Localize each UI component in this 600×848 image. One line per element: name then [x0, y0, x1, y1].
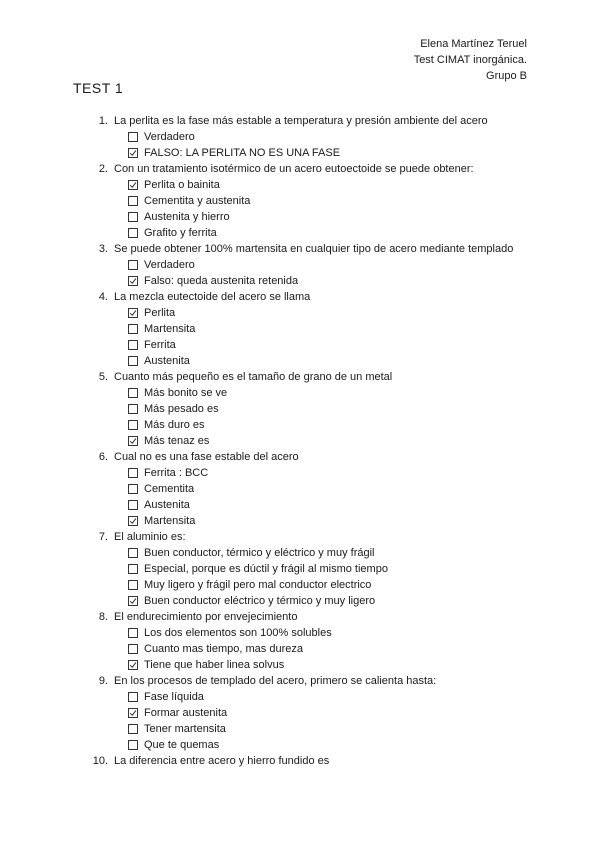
option-label: Austenita y hierro — [144, 211, 230, 223]
checked-checkbox-icon[interactable] — [128, 180, 138, 190]
option-list — [90, 257, 540, 289]
checkbox-icon[interactable] — [128, 548, 138, 558]
option-list — [90, 129, 540, 161]
option-label: Falso: queda austenita retenida — [144, 275, 299, 287]
option-label: Cuanto mas tiempo, mas dureza — [144, 643, 303, 655]
checkbox-icon[interactable] — [128, 340, 138, 350]
checkbox-icon[interactable] — [128, 628, 138, 638]
option-label: Más bonito se ve — [144, 387, 228, 399]
question-line — [90, 449, 540, 465]
question-text: La mezcla eutectoide del acero se llama — [114, 291, 311, 303]
question-number: 3. — [98, 243, 108, 255]
question-number: 10. — [92, 755, 108, 767]
answer-option[interactable] — [128, 593, 540, 609]
option-label: FALSO: LA PERLITA NO ES UNA FASE — [144, 147, 341, 159]
answer-option[interactable] — [128, 513, 540, 529]
option-label: Tiene que haber linea solvus — [144, 659, 285, 671]
option-label: Cementita y austenita — [144, 195, 251, 207]
course-name: Test CIMAT inorgánica. — [413, 54, 527, 66]
answer-option[interactable] — [128, 209, 540, 225]
question-number: 9. — [98, 675, 108, 687]
option-label: Austenita — [144, 355, 190, 367]
question-text: Cuanto más pequeño es el tamaño de grano de un metal — [114, 371, 393, 383]
question-item — [90, 753, 540, 769]
question-item — [90, 369, 540, 449]
checkbox-icon[interactable] — [128, 724, 138, 734]
checkbox-icon[interactable] — [128, 580, 138, 590]
question-line — [90, 161, 540, 177]
answer-option[interactable] — [128, 433, 540, 449]
answer-option[interactable] — [128, 641, 540, 657]
option-list — [90, 545, 540, 609]
answer-option[interactable] — [128, 737, 540, 753]
checkbox-icon[interactable] — [128, 324, 138, 334]
checkbox-icon[interactable] — [128, 644, 138, 654]
option-label: Austenita — [144, 499, 190, 511]
question-line — [90, 289, 540, 305]
option-label: Los dos elementos son 100% solubles — [144, 627, 332, 639]
checkbox-icon[interactable] — [128, 260, 138, 270]
question-number: 2. — [98, 163, 108, 175]
question-item — [90, 529, 540, 609]
option-label: Formar austenita — [144, 707, 228, 719]
answer-option[interactable] — [128, 401, 540, 417]
question-text: En los procesos de templado del acero, primero se calienta hasta: — [114, 675, 437, 687]
checked-checkbox-icon[interactable] — [128, 148, 138, 158]
option-label: Buen conductor, térmico y eléctrico y muy frágil — [144, 547, 375, 559]
checkbox-icon[interactable] — [128, 484, 138, 494]
option-label: Especial, porque es dúctil y frágil al mismo tiempo — [144, 563, 388, 575]
question-line — [90, 369, 540, 385]
checked-checkbox-icon[interactable] — [128, 276, 138, 286]
answer-option[interactable] — [128, 577, 540, 593]
option-list — [90, 177, 540, 241]
question-line — [90, 113, 540, 129]
document-header — [414, 36, 527, 84]
question-text: Cual no es una fase estable del acero — [114, 451, 299, 463]
answer-option[interactable] — [128, 705, 540, 721]
answer-option[interactable] — [128, 481, 540, 497]
answer-option[interactable] — [128, 129, 540, 145]
option-list — [90, 305, 540, 369]
answer-option[interactable] — [128, 193, 540, 209]
checkbox-icon[interactable] — [128, 196, 138, 206]
checkbox-icon[interactable] — [128, 564, 138, 574]
option-label: Más duro es — [144, 419, 205, 431]
question-line — [90, 241, 540, 257]
checkbox-icon[interactable] — [128, 356, 138, 366]
option-list — [90, 689, 540, 753]
answer-option[interactable] — [128, 353, 540, 369]
option-label: Verdadero — [144, 131, 195, 143]
option-label: Martensita — [144, 515, 196, 527]
option-label: Martensita — [144, 323, 196, 335]
question-text: La perlita es la fase más estable a temperatura y presión ambiente del acero — [114, 115, 488, 127]
group-name: Grupo B — [486, 70, 527, 82]
option-list — [90, 625, 540, 673]
question-number: 4. — [98, 291, 108, 303]
answer-option[interactable] — [128, 225, 540, 241]
checkbox-icon[interactable] — [128, 500, 138, 510]
question-line — [90, 529, 540, 545]
question-text: La diferencia entre acero y hierro fundido es — [114, 755, 330, 767]
answer-option[interactable] — [128, 689, 540, 705]
option-label: Ferrita : BCC — [144, 467, 209, 479]
answer-option[interactable] — [128, 721, 540, 737]
option-label: Muy ligero y frágil pero mal conductor electrico — [144, 579, 372, 591]
checkbox-icon[interactable] — [128, 468, 138, 478]
answer-option[interactable] — [128, 657, 540, 673]
option-label: Buen conductor eléctrico y térmico y muy ligero — [144, 595, 376, 607]
option-label: Más tenaz es — [144, 435, 210, 447]
answer-option[interactable] — [128, 337, 540, 353]
option-label: Que te quemas — [144, 739, 220, 751]
answer-option[interactable] — [128, 561, 540, 577]
checkbox-icon[interactable] — [128, 740, 138, 750]
option-list — [90, 465, 540, 529]
checked-checkbox-icon[interactable] — [128, 516, 138, 526]
checkbox-icon[interactable] — [128, 132, 138, 142]
checked-checkbox-icon[interactable] — [128, 708, 138, 718]
option-label: Perlita — [144, 307, 176, 319]
checkbox-icon[interactable] — [128, 420, 138, 430]
checkbox-icon[interactable] — [128, 388, 138, 398]
author-name: Elena Martínez Teruel — [420, 38, 527, 50]
answer-option[interactable] — [128, 273, 540, 289]
checkbox-icon[interactable] — [128, 228, 138, 238]
option-list — [90, 385, 540, 449]
option-label: Cementita — [144, 483, 195, 495]
question-item — [90, 609, 540, 673]
option-label: Grafito y ferrita — [144, 227, 217, 239]
option-label: Ferrita — [144, 339, 176, 351]
answer-option[interactable] — [128, 321, 540, 337]
question-number: 8. — [98, 611, 108, 623]
checked-checkbox-icon[interactable] — [128, 596, 138, 606]
answer-option[interactable] — [128, 385, 540, 401]
option-label: Tener martensita — [144, 723, 226, 735]
checked-checkbox-icon[interactable] — [128, 436, 138, 446]
question-item — [90, 289, 540, 369]
question-line — [90, 609, 540, 625]
test-title: TEST 1 — [73, 80, 124, 96]
checkbox-icon[interactable] — [128, 404, 138, 414]
question-number: 7. — [98, 531, 108, 543]
answer-option[interactable] — [128, 465, 540, 481]
answer-option[interactable] — [128, 305, 540, 321]
option-label: Verdadero — [144, 259, 195, 271]
option-label: Fase líquida — [144, 691, 204, 703]
checked-checkbox-icon[interactable] — [128, 308, 138, 318]
question-text: Con un tratamiento isotérmico de un acero eutoectoide se puede obtener: — [114, 163, 474, 175]
question-item — [90, 673, 540, 753]
question-text: El aluminio es: — [114, 531, 186, 543]
answer-option[interactable] — [128, 417, 540, 433]
answer-option[interactable] — [128, 545, 540, 561]
question-text: Se puede obtener 100% martensita en cualquier tipo de acero mediante templado — [114, 243, 514, 255]
answer-option[interactable] — [128, 145, 540, 161]
question-list — [90, 113, 540, 769]
question-number: 5. — [98, 371, 108, 383]
checkbox-icon[interactable] — [128, 212, 138, 222]
checkbox-icon[interactable] — [128, 692, 138, 702]
question-item — [90, 449, 540, 529]
question-line — [90, 753, 540, 769]
answer-option[interactable] — [128, 625, 540, 641]
question-item — [90, 161, 540, 241]
question-item — [90, 241, 540, 289]
question-item — [90, 113, 540, 161]
option-label: Perlita o bainita — [144, 179, 220, 191]
option-label: Más pesado es — [144, 403, 219, 415]
question-number: 6. — [98, 451, 108, 463]
answer-option[interactable] — [128, 257, 540, 273]
answer-option[interactable] — [128, 497, 540, 513]
checked-checkbox-icon[interactable] — [128, 660, 138, 670]
answer-option[interactable] — [128, 177, 540, 193]
question-line — [90, 673, 540, 689]
question-text: El endurecimiento por envejecimiento — [114, 611, 298, 623]
question-number: 1. — [98, 115, 108, 127]
